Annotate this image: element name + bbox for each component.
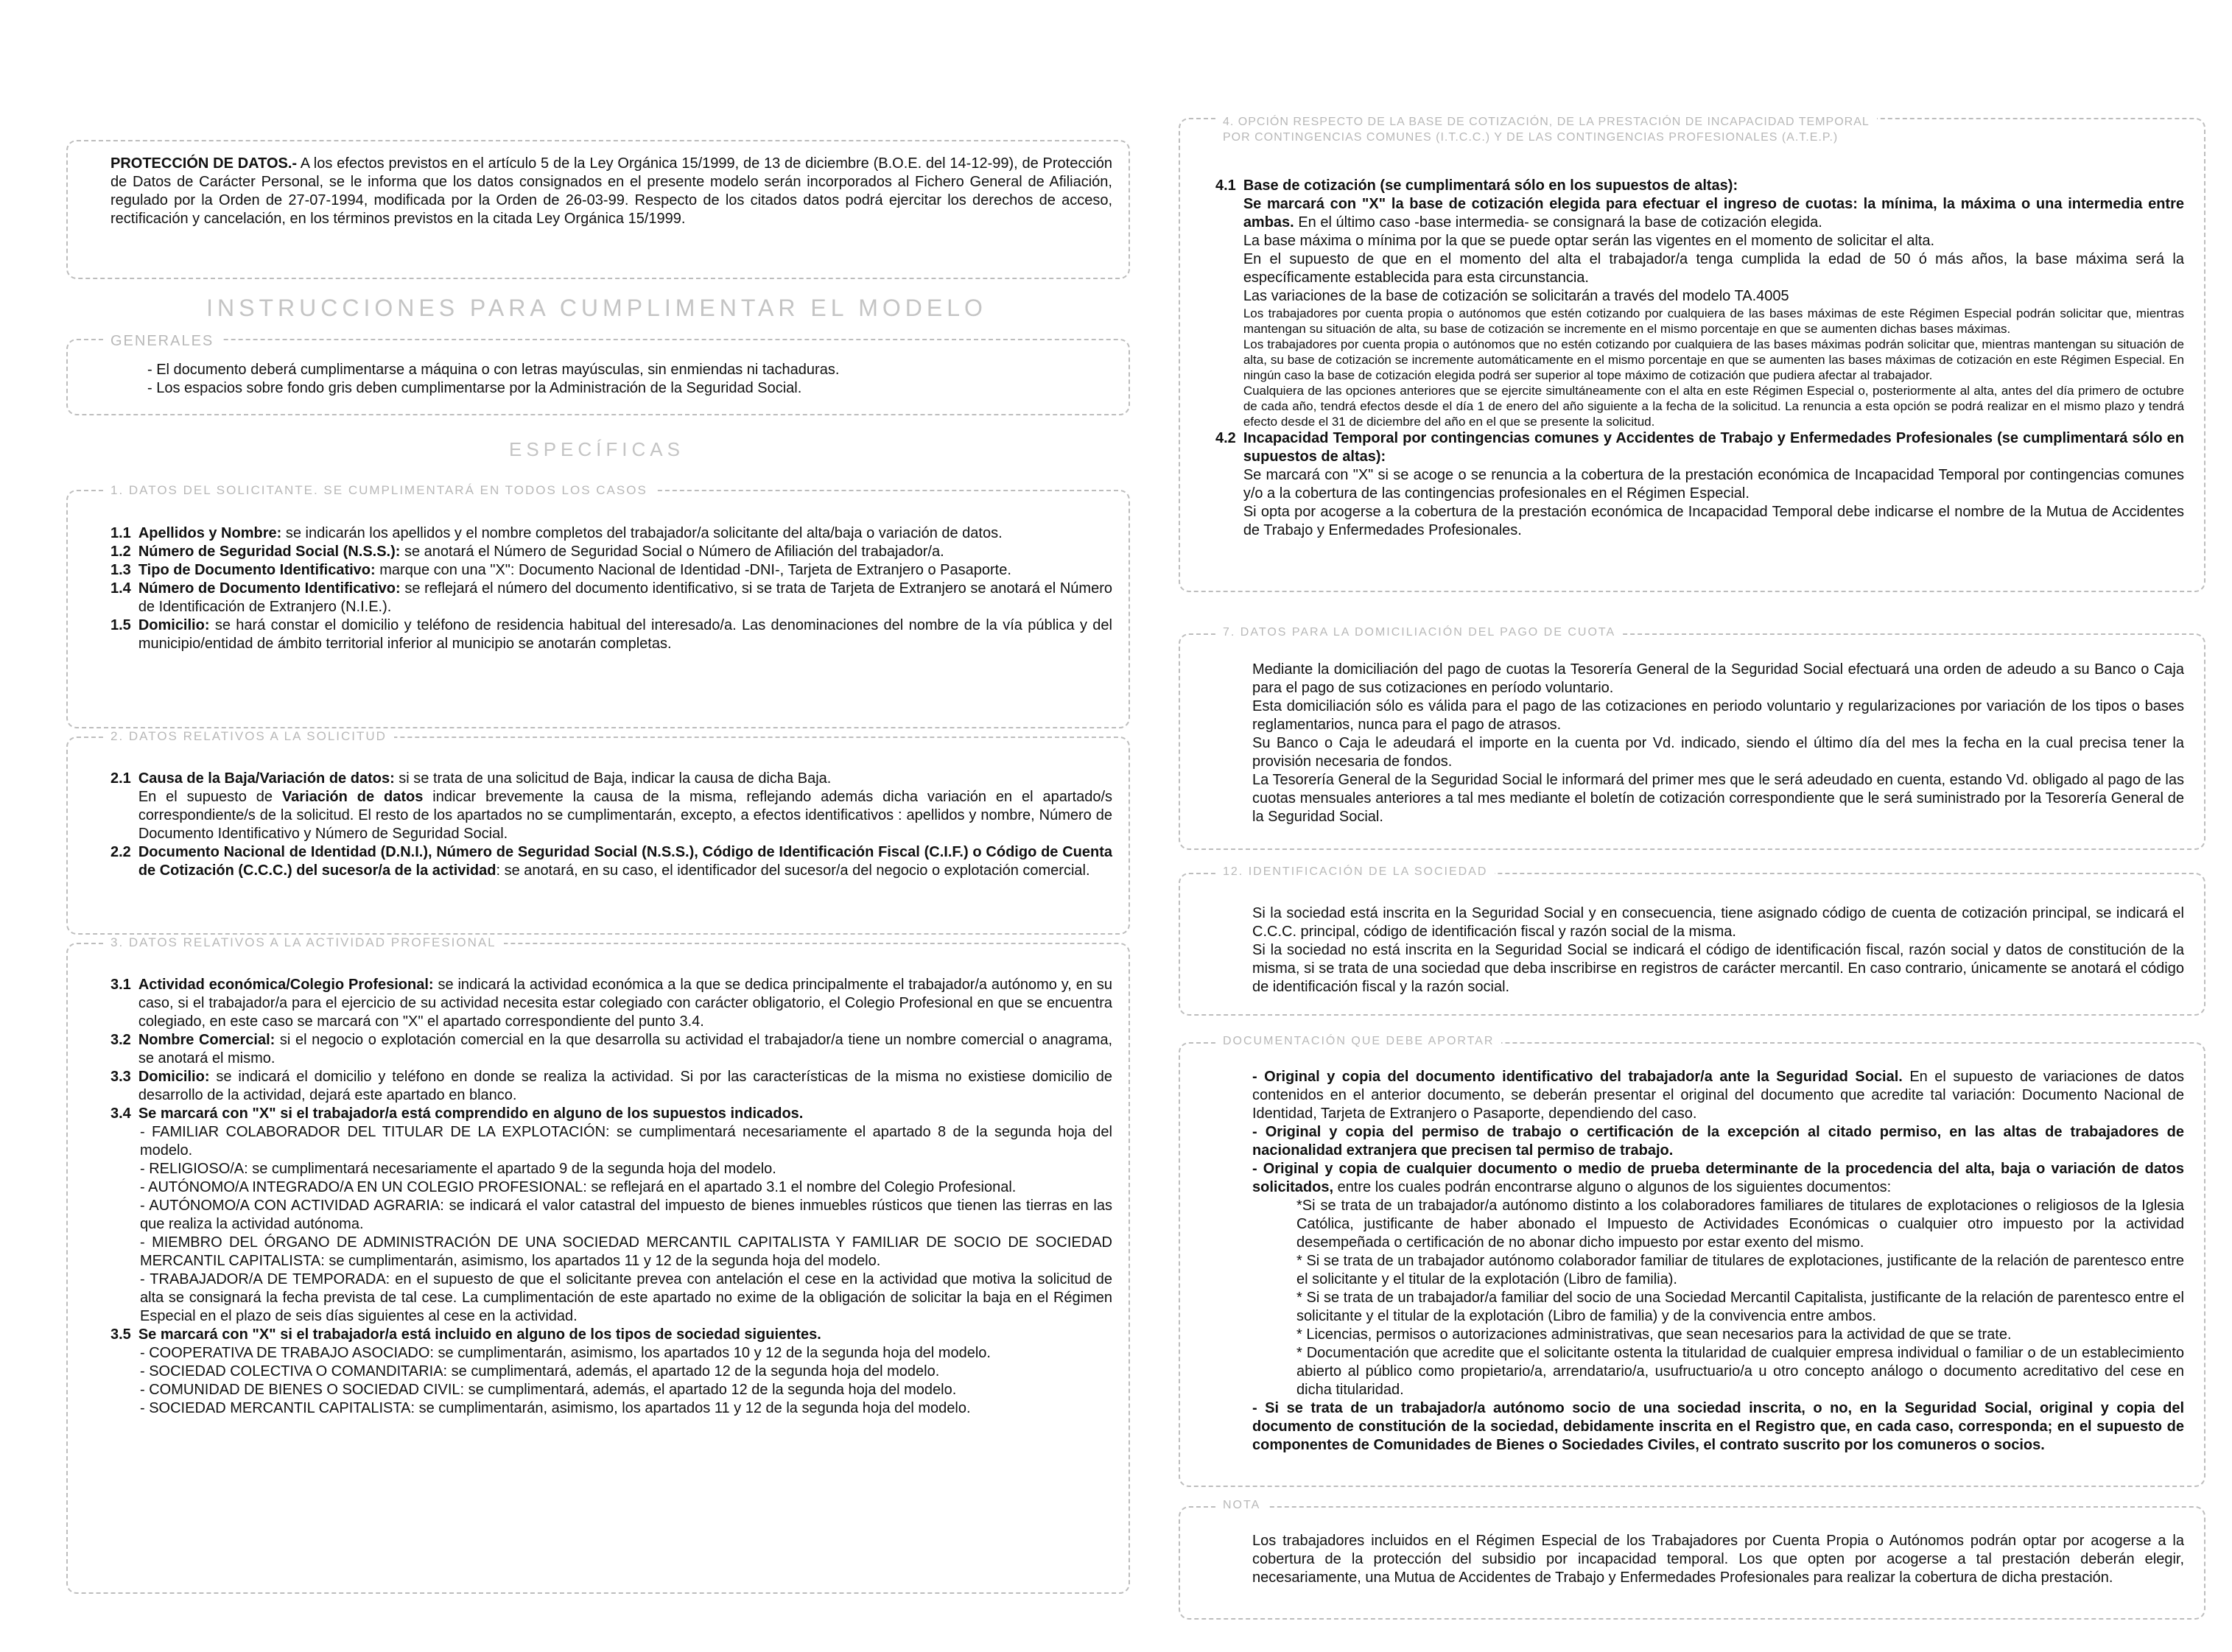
- generales-item: - El documento deberá cumplimentarse a máquina o con letras mayúsculas, sin enmiendas ni tachaduras.: [147, 362, 840, 378]
- doc-subitem: * Si se trata de un trabajador autónomo colaborador familiar de titulares de explotaciones, justificante de la relación de parentesco entre el solicitante y el titular de la explotación (Libro de familia).: [1296, 1253, 2184, 1287]
- data-protection-body: A los efectos previstos en el artículo 5 de la Ley Orgánica 15/1999, de 13 de diciembre (B.O.E. del 14-12-99), de Protección de Datos de Carácter Personal, se le informa que los datos consignados en el presente modelo serán incorporados al Fichero General de Afiliación, regulado por la Orden de 27-07-1994, modificada por la Orden de 26-03-99. Respecto de los citados datos podrá ejercitar los derechos de acceso, rectificación y cancelación, en los términos previstos en la citada Ley Orgánica 15/1999.: [110, 155, 1113, 227]
- list-3-5: [140, 1344, 1112, 1418]
- especificas-title: ESPECÍFICAS: [509, 438, 684, 460]
- list-item: 1.2 Número de Seguridad Social (N.S.S.): se anotará el Número de Seguridad Social o Número de Afiliación del trabajador/a.: [110, 544, 944, 560]
- section-7-content: [1252, 661, 2184, 826]
- nota-text: Los trabajadores incluidos en el Régimen Especial de los Trabajadores por Cuenta Propia o Autónomos podrán optar por acogerse a la cobertura de la protección del subsidio por incapacidad temporal. Los que opten por acogerse a tal prestación deberán elegir, necesariamente, una Mutua de Accidentes de Trabajo y Enfermedades Profesionales para realizar la cobertura de dicha prestación.: [1252, 1533, 2184, 1586]
- section-2-heading: 2. DATOS RELATIVOS A LA SOLICITUD: [103, 729, 394, 744]
- list-3-5-item: - COOPERATIVA DE TRABAJO ASOCIADO: se cumplimentarán, asimismo, los apartados 10 y 12 de la segunda hoja del modelo.: [140, 1345, 991, 1361]
- doc-item: - Original y copia del permiso de trabajo o certificación de la excepción al citado permiso, en las altas de trabajadores de nacionalidad extranjera que precisen tal permiso de trabajo.: [1252, 1124, 2184, 1159]
- instructions-title: INSTRUCCIONES PARA CUMPLIMENTAR EL MODELO: [206, 295, 987, 321]
- list-item: 3.5 Se marcará con "X" si el trabajador/a está incluido en alguno de los tipos de sociedad siguientes.: [110, 1326, 821, 1343]
- list-item: 3.4 Se marcará con "X" si el trabajador/a está comprendido en alguno de los supuestos indicados.: [110, 1106, 804, 1122]
- doc-item: - Original y copia de cualquier documento o medio de prueba determinante de la procedencia del alta, baja o variación de datos solicitados, entre los cuales podrán encontrarse alguno o algunos de los siguientes documentos:: [1252, 1161, 2184, 1195]
- list-3-4-item: - AUTÓNOMO/A CON ACTIVIDAD AGRARIA: se indicará el valor catastral del impuesto de bienes inmuebles rústicos que tienen las tierras en las que realiza la actividad autónoma.: [140, 1198, 1112, 1232]
- doc-item: - Original y copia del documento identificativo del trabajador/a ante la Seguridad Social. En el supuesto de variaciones de datos contenidos en el anterior documento, se deberán presentar el original del documento que acredite tal variación: Documento Nacional de Identidad, Tarjeta de Extranjero o Pasaporte, dependiendo del caso.: [1252, 1069, 2185, 1122]
- list-item: 1.4 Número de Documento Identificativo: se reflejará el número del documento identificativo, si se trata de Tarjeta de Extranjero se anotará el Número de Identificación de Extranjero (N.I.E.).: [110, 580, 1112, 615]
- list-item: 1.1 Apellidos y Nombre: se indicarán los apellidos y el nombre completos del trabajador/a solicitante del alta/baja o variación de datos.: [110, 525, 1003, 541]
- data-protection-title: PROTECCIÓN DE DATOS.-: [110, 155, 298, 172]
- list-item: 2.2 Documento Nacional de Identidad (D.N.I.), Número de Seguridad Social (N.S.S.), Código de Identificación Fiscal (C.I.F.) o Código de Cuenta de Cotización (C.C.C.) del sucesor/a de la actividad: se anotará, en su caso, el identificador del sucesor/a del negocio o explotación comercial.: [110, 844, 1112, 879]
- section-3-heading: 3. DATOS RELATIVOS A LA ACTIVIDAD PROFESIONAL: [103, 935, 504, 950]
- generales-list: [147, 361, 1105, 398]
- section-2-list: [110, 770, 1112, 880]
- list-3-4-item: - RELIGIOSO/A: se cumplimentará necesariamente el apartado 9 de la segunda hoja del modelo.: [140, 1161, 776, 1177]
- documentation-content: [1252, 1068, 2184, 1455]
- nota-heading: NOTA: [1215, 1499, 1268, 1512]
- section-3-list: [110, 976, 1112, 1418]
- list-3-5-item: - COMUNIDAD DE BIENES O SOCIEDAD CIVIL: se cumplimentará, además, el apartado 12 de la segunda hoja del modelo.: [140, 1382, 957, 1398]
- doc-subitem: * Si se trata de un trabajador/a familiar del socio de una Sociedad Mercantil Capitalista, justificante de la relación de parentesco entre el solicitante y el titular de la explotación (Libro de familia) y de la convivencia entre ambos.: [1296, 1290, 2184, 1324]
- section-1-heading: 1. DATOS DEL SOLICITANTE. SE CUMPLIMENTARÁ EN TODOS LOS CASOS: [103, 483, 655, 498]
- generales-heading: GENERALES: [103, 333, 221, 350]
- generales-item: - Los espacios sobre fondo gris deben cumplimentarse por la Administración de la Seguridad Social.: [147, 380, 802, 396]
- doc-sublist: [1296, 1197, 2184, 1399]
- paragraph: La Tesorería General de la Seguridad Social le informará del primer mes que le será adeudado en cuenta, estando Vd. obligado al pago de las cuotas mensuales anteriores a tal mes mediante el boletín de cotización correspondiente que le será suministrado por la Tesorería General de la Seguridad Social.: [1252, 772, 2184, 825]
- section-4-heading: 4. OPCIÓN RESPECTO DE LA BASE DE COTIZACIÓN, DE LA PRESTACIÓN DE INCAPACIDAD TEMPORAL POR CONTINGENCIAS COMUNES (I.T.C.C.) Y DE LAS CONTINGENCIAS PROFESIONALES (A.T.E.P.): [1215, 114, 1877, 145]
- list-3-4: [140, 1123, 1112, 1326]
- list-item: 4.1 Base de cotización (se cumplimentará sólo en los supuestos de altas): Se marcará con "X" la base de cotización elegida para efectuar el ingreso de cuotas: la mínima, la máxima o una intermedia entre ambas. En el último caso -base intermedia- se consignará la base de cotización elegida. La base máxima o mínima por la que se puede optar serán las vigentes en el momento de solicitar el alta. En el supuesto de que en el momento del alta el trabajador/a tenga cumplida la edad de 50 ó más años, la base máxima será la específicamente establecida para esta circunstancia. Las variaciones de la base de cotización se solicitarán a través del modelo TA.4005 Los trabajadores por cuenta propia o autónomos que estén cotizando por cualquiera de las bases máximas de este Régimen Especial podrán solicitar que, mientras mantengan su situación de alta, su base de cotización se incremente en el mismo porcentaje en que se aumenten dichas bases máximas. Los trabajadores por cuenta propia o autónomos que no estén cotizando por cualquiera de las bases máximas podrán solicitar que, mientras mantengan su situación de alta, su base de cotización se incremente automáticamente en el mismo porcentaje en que se aumenten las bases máximas de cotización en este Régimen Especial. En ningún caso la base de cotización elegida podrá ser superior al tope máximo de cotización que pudiera afectar al trabajador. Cualquiera de las opciones anteriores que se ejercite simultáneamente con el alta en este Régimen Especial o, posteriormente al alta, antes del día primero de octubre de cada año, tendrá efectos desde el día 1 de enero del año siguiente a la fecha de la solicitud. La renuncia a esta opción se podrá realizar en el mismo plazo y tendrá efecto desde el 31 de diciembre del año en el que se presente la solicitud.: [1215, 177, 2184, 429]
- paragraph: Si la sociedad está inscrita en la Seguridad Social y en consecuencia, tiene asignado código de cuenta de cotización principal, se indicará el C.C.C. principal, código de identificación fiscal y razón social de la misma.: [1252, 905, 2184, 940]
- list-item: 1.3 Tipo de Documento Identificativo: marque con una "X": Documento Nacional de Identidad -DNI-, Tarjeta de Extranjero o Pasaporte.: [110, 562, 1011, 578]
- section-7-heading: 7. DATOS PARA LA DOMICILIACIÓN DEL PAGO DE CUOTA: [1215, 626, 1623, 639]
- paragraph: Su Banco o Caja le adeudará el importe en la cuenta por Vd. indicado, siendo el último día del mes la fecha en la cual precisa tener la provisión necesaria de fondos.: [1252, 735, 2184, 770]
- doc-subitem: * Documentación que acredite que el solicitante ostenta la titularidad de cualquier empresa individual o familiar o de un establecimiento abierto al público como propietario/a, arrendatario/a, usufructuario/a u otro concepto análogo o documento acreditativo del cese en dicha titularidad.: [1296, 1345, 2184, 1398]
- list-3-4-item: - FAMILIAR COLABORADOR DEL TITULAR DE LA EXPLOTACIÓN: se cumplimentará necesariamente el apartado 8 de la segunda hoja del modelo.: [140, 1124, 1112, 1159]
- doc-subitem: * Licencias, permisos o autorizaciones administrativas, que sean necesarios para la actividad de que se trate.: [1296, 1326, 2012, 1343]
- list-item: 4.2 Incapacidad Temporal por contingencias comunes y Accidentes de Trabajo y Enfermedades Profesionales (se cumplimentará sólo en supuestos de altas): Se marcará con "X" si se acoge o se renuncia a la cobertura de la prestación económica de Incapacidad Temporal por contingencias comunes y/o a la cobertura de las contingencias profesionales en el Régimen Especial. Si opta por acogerse a la cobertura de la prestación económica de Incapacidad Temporal debe indicarse el nombre de la Mutua de Accidentes de Trabajo y Enfermedades Profesionales.: [1215, 430, 2184, 538]
- paragraph: Mediante la domiciliación del pago de cuotas la Tesorería General de la Seguridad Social efectuará una orden de adeudo a su Banco o Caja para el pago de sus cotizaciones en período voluntario.: [1252, 661, 2184, 696]
- section-4-content: [1215, 177, 2184, 540]
- list-item: 3.1 Actividad económica/Colegio Profesional: se indicará la actividad económica a la que se dedica principalmente el trabajador/a autónomo y, en su caso, si el trabajador/a para el ejercicio de su actividad necesita estar colegiado con carácter obligatorio, el Colegio Profesional en que se encuentra colegiado, en este caso se marcará con "X" el apartado correspondiente del punto 3.4.: [110, 977, 1112, 1030]
- section-12-content: [1252, 904, 2184, 997]
- list-3-5-item: - SOCIEDAD MERCANTIL CAPITALISTA: se cumplimentarán, asimismo, los apartados 11 y 12 de la segunda hoja del modelo.: [140, 1400, 971, 1416]
- data-protection-text: [110, 155, 1112, 228]
- documentation-heading: DOCUMENTACIÓN QUE DEBE APORTAR: [1215, 1035, 1501, 1048]
- section-12-heading: 12. IDENTIFICACIÓN DE LA SOCIEDAD: [1215, 865, 1495, 879]
- doc-item: - Si se trata de un trabajador/a autónomo socio de una sociedad inscrita, o no, en la Seguridad Social, original y copia del documento de constitución de la sociedad, debidamente inscrita en el Registro que, en cada caso, corresponda; en el supuesto de componentes de Comunidades de Bienes o Sociedades Civiles, el contrato suscrito por los comuneros o socios.: [1252, 1400, 2184, 1453]
- paragraph: Esta domiciliación sólo es válida para el pago de las cotizaciones en periodo voluntario y regularizaciones por variación de los tipos o bases reglamentarios, nunca para el pago de atrasos.: [1252, 698, 2184, 733]
- list-item: 1.5 Domicilio: se hará constar el domicilio y teléfono de residencia habitual del interesado/a. Las denominaciones del nombre de la vía pública y del municipio/entidad de ámbito territorial inferior al municipio se anotarán completas.: [110, 617, 1112, 652]
- doc-subitem: *Si se trata de un trabajador/a autónomo distinto a los colaboradores familiares de titulares de explotaciones o religiosos de la Iglesia Católica, justificante de haber abonado el Impuesto de Actividades Económicas o cualquier otro impuesto por la actividad desempeñada o certificación de no abonar dicho impuesto por estar exento del mismo.: [1296, 1198, 2184, 1251]
- list-3-4-item: - MIEMBRO DEL ÓRGANO DE ADMINISTRACIÓN DE UNA SOCIEDAD MERCANTIL CAPITALISTA Y FAMILIAR DE SOCIO DE SOCIEDAD MERCANTIL CAPITALISTA: se cumplimentarán, asimismo, los apartados 11 y 12 de la segunda hoja del modelo.: [140, 1234, 1112, 1269]
- list-3-5-item: - SOCIEDAD COLECTIVA O COMANDITARIA: se cumplimentará, además, el apartado 12 de la segunda hoja del modelo.: [140, 1363, 940, 1379]
- list-item: 3.3 Domicilio: se indicará el domicilio y teléfono en donde se realiza la actividad. Si por las características de la misma no existiese domicilio de desarrollo de la actividad, dejará este apartado en blanco.: [110, 1069, 1112, 1103]
- section-1-list: [110, 524, 1112, 653]
- list-item: 3.2 Nombre Comercial: si el negocio o explotación comercial en la que desarrolla su actividad el trabajador/a tiene un nombre comercial o anagrama, se anotará el mismo.: [110, 1032, 1112, 1066]
- list-item: 2.1 Causa de la Baja/Variación de datos: si se trata de una solicitud de Baja, indicar la causa de dicha Baja. En el supuesto de Variación de datos indicar brevemente la causa de la misma, reflejando además dicha variación en el apartado/s correspondiente/s de la solicitud. El resto de los apartados no se cumplimentarán, excepto, a efectos identificativos : apellidos y nombre, Número de Documento Identificativo y Número de Seguridad Social.: [110, 770, 1113, 842]
- list-3-4-item: - AUTÓNOMO/A INTEGRADO/A EN UN COLEGIO PROFESIONAL: se reflejará en el apartado 3.1 el nombre del Colegio Profesional.: [140, 1179, 1017, 1195]
- paragraph: Si la sociedad no está inscrita en la Seguridad Social se indicará el código de identificación fiscal, razón social y datos de constitución de la misma, si se trata de una sociedad que deba inscribirse en registros de carácter mercantil. En caso contrario, únicamente se anotará el código de identificación fiscal y la razón social.: [1252, 942, 2184, 995]
- list-3-4-item: - TRABAJADOR/A DE TEMPORADA: en el supuesto de que el solicitante prevea con antelación el cese en la actividad que motiva la solicitud de alta se consignará la fecha prevista de tal cese. La cumplimentación de este apartado no exime de la obligación de solicitar la baja en el Régimen Especial en el plazo de seis días siguientes al cese en la actividad.: [140, 1271, 1112, 1324]
